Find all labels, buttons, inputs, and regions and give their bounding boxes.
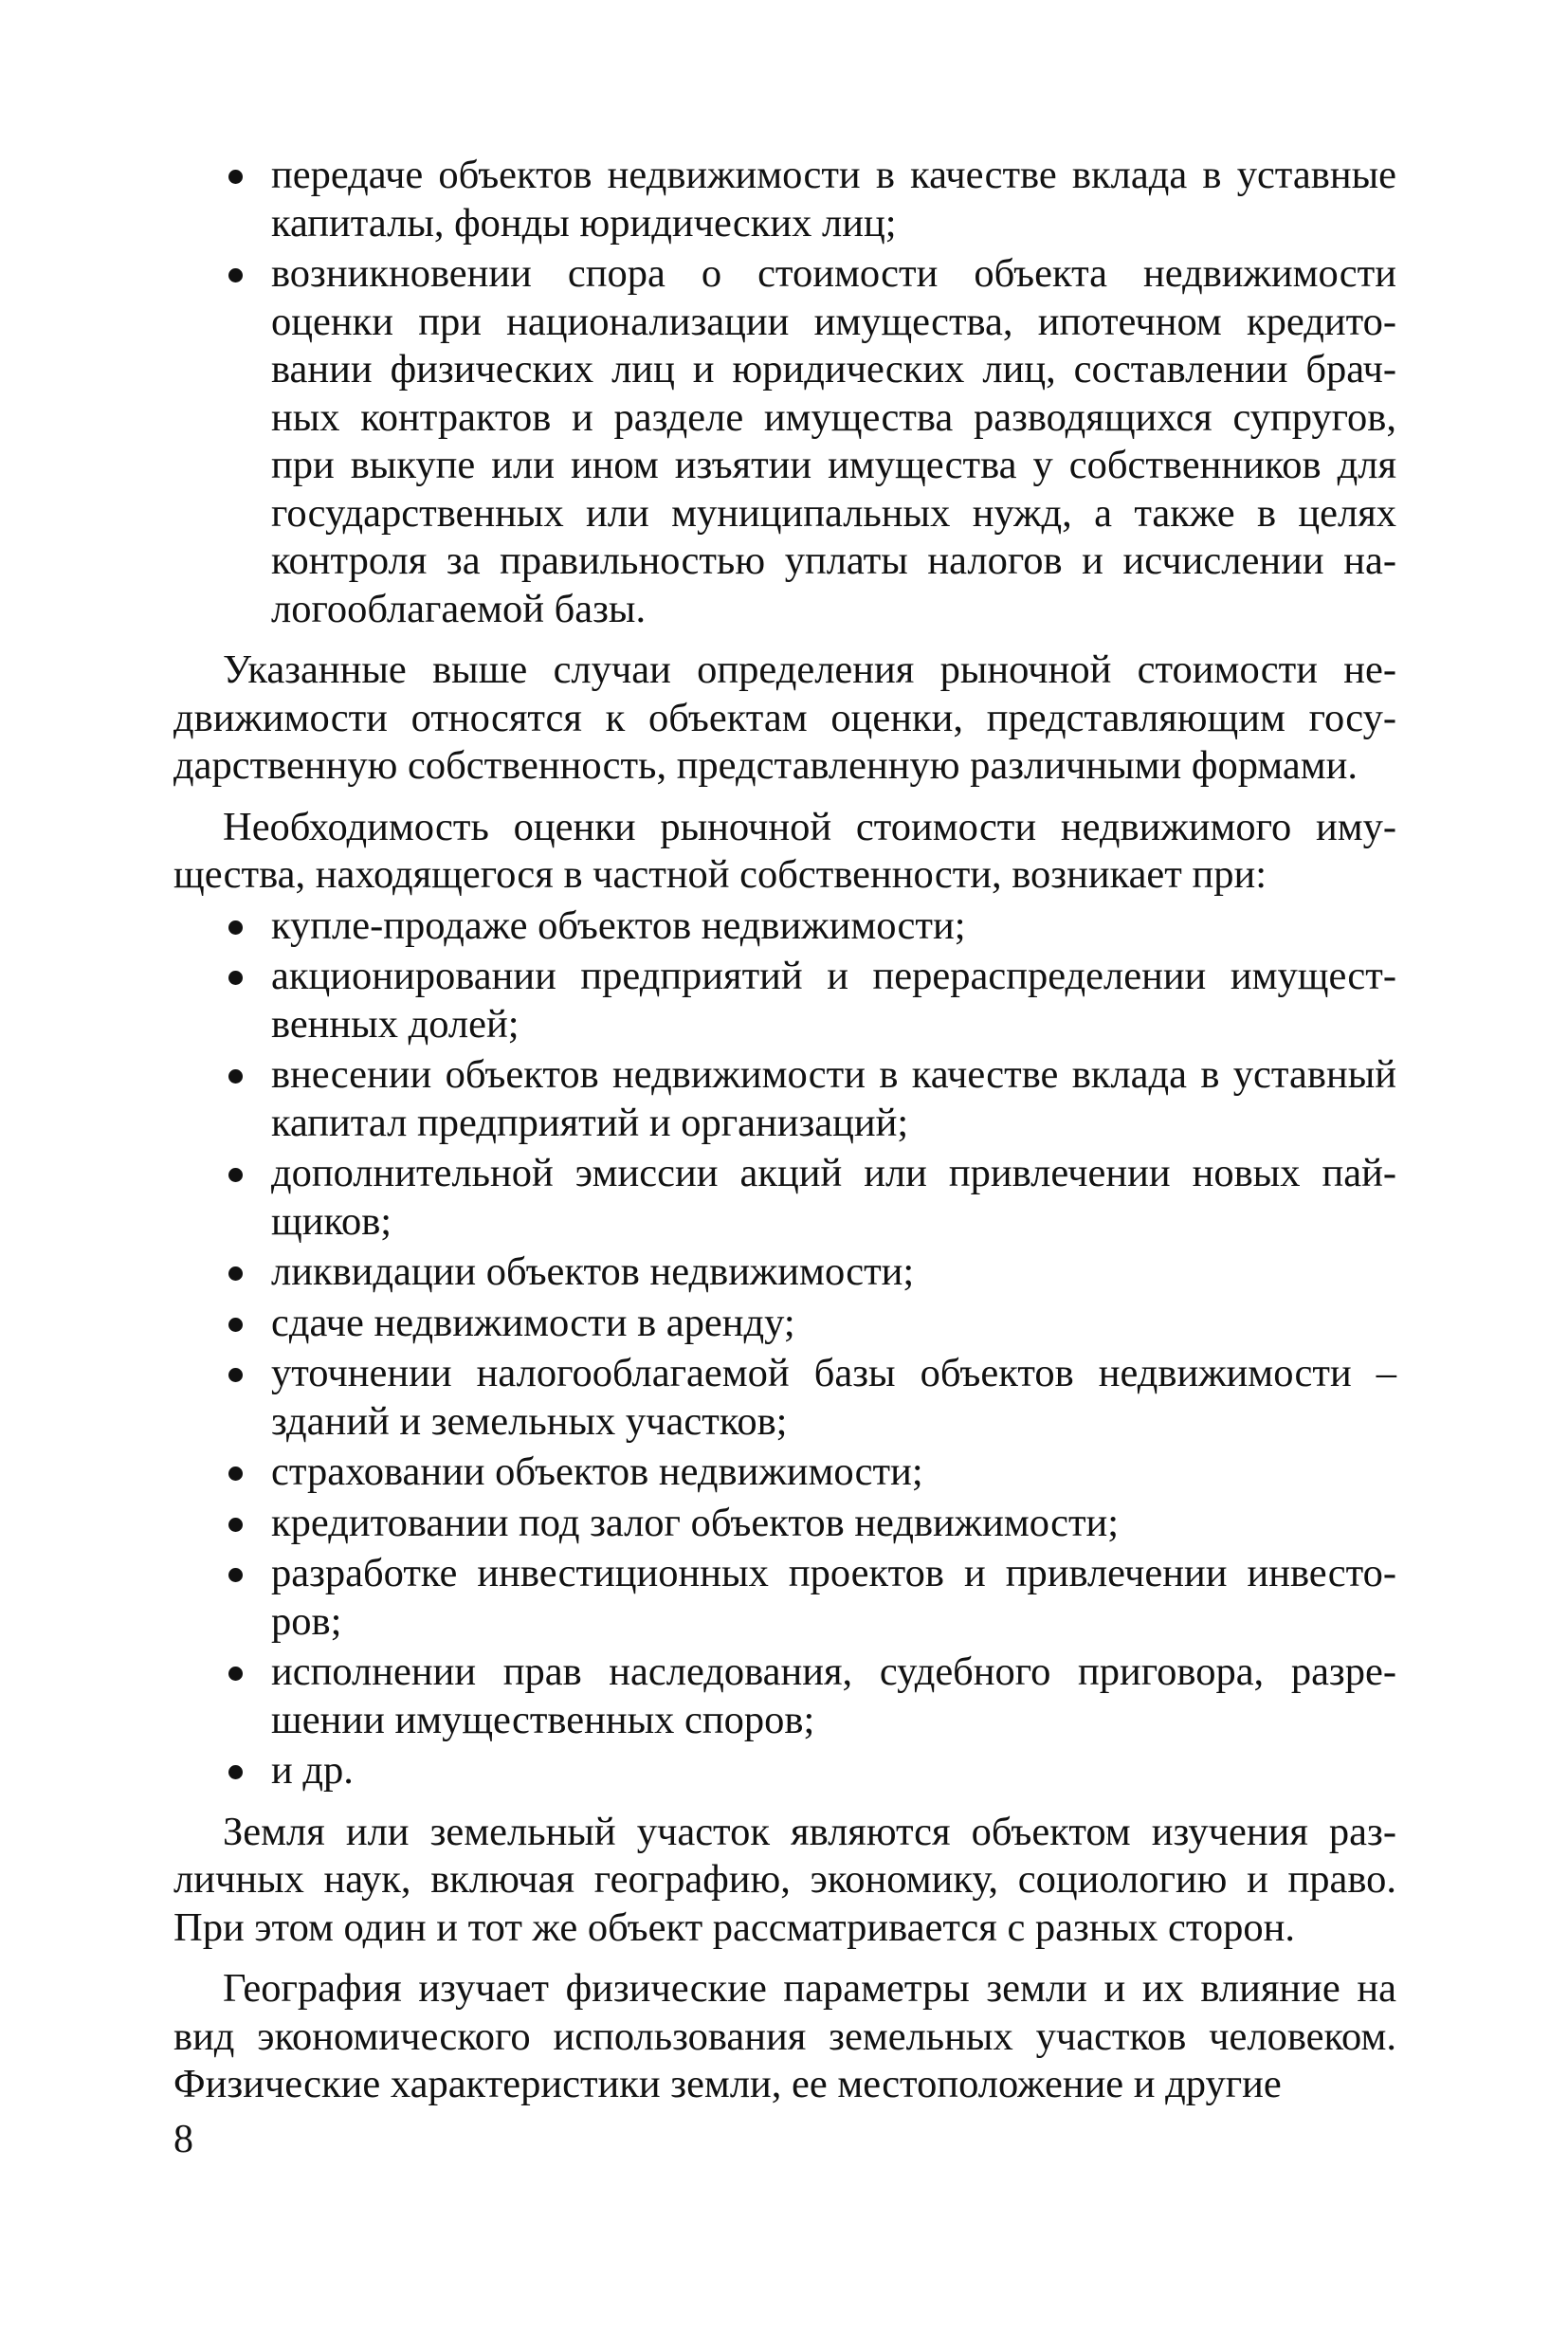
paragraph: Указанные выше случаи определения рыночной стоимости недвижимости относятся к объектам оценки, представляющим государственную собственность, представленную различными формами.: [173, 647, 1396, 788]
list-item-text: передаче объектов недвижимости в качестве вклада в уставные капиталы, фонды юридических лиц;: [271, 153, 1396, 246]
bullet-icon: [228, 1368, 243, 1382]
list-item: [173, 1550, 1396, 1646]
list-item-text: кредитовании под залог объектов недвижимости;: [271, 1500, 1120, 1545]
list-item: [173, 1500, 1396, 1548]
body-text: [173, 152, 1396, 2112]
list-item: [173, 953, 1396, 1048]
list-item-text: разработке инвестиционных проектов и привлечении инвесторов;: [271, 1551, 1396, 1644]
list-item-text: сдаче недвижимости в аренду;: [271, 1300, 795, 1345]
list-item-text: исполнении прав наследования, судебного приговора, разрешении имущественных споров;: [271, 1649, 1396, 1742]
bullet-icon: [228, 1568, 243, 1582]
list-item-text: возникновении спора о стоимости объекта недвижимости оценки при национализации имущества, ипотечном кредитовании физических лиц и юридических лиц, составлении брачных контрактов и разделе имущества разводящихся супругов, при выкупе или ином изъятии имущества у собственников для государственных или муниципальных нужд, а также в целях контроля за правильностью уплаты налогов и исчислении налогооблагаемой базы.: [271, 251, 1396, 631]
bullet-icon: [228, 1466, 243, 1481]
list-item-text: и др.: [271, 1748, 354, 1793]
list-item-text: страховании объектов недвижимости;: [271, 1449, 923, 1494]
paragraph: География изучает физические параметры земли и их влияние на вид экономического использования земельных участков человеком. Физические характеристики земли, ее местоположение и другие: [173, 1966, 1396, 2106]
bullet-icon: [228, 170, 243, 184]
list-item: [173, 1448, 1396, 1497]
bullet-icon: [228, 1765, 243, 1779]
bullet-icon: [228, 268, 243, 282]
bullet-icon: [228, 920, 243, 935]
bullet-icon: [228, 971, 243, 985]
bullet-icon: [228, 1168, 243, 1182]
list-item-text: внесении объектов недвижимости в качестве вклада в уставный капитал предприятий и организаций;: [271, 1052, 1396, 1145]
list-item: [173, 250, 1396, 633]
list-item: [173, 1747, 1396, 1795]
bullet-icon: [228, 1518, 243, 1532]
list-item-text: акционировании предприятий и перераспределении имущественных долей;: [271, 954, 1396, 1047]
paragraph: Земля или земельный участок являются объектом изучения различных наук, включая географию, экономику, социологию и право. При этом один и тот же объект рассматривается с разных сторон.: [173, 1809, 1396, 1950]
page-number: 8: [173, 2118, 193, 2161]
paragraph: Необходимость оценки рыночной стоимости недвижимого имущества, находящегося в частной собственности, возникает при:: [173, 804, 1396, 897]
bullet-list-private-property: [173, 902, 1396, 1795]
list-item: [173, 1300, 1396, 1348]
list-item: [173, 1248, 1396, 1297]
list-item: [173, 1350, 1396, 1446]
list-item-text: дополнительной эмиссии акций или привлечении новых пайщиков;: [271, 1151, 1396, 1244]
list-item: [173, 152, 1396, 247]
bullet-icon: [228, 1318, 243, 1332]
list-item-text: купле-продаже объектов недвижимости;: [271, 902, 966, 948]
list-item: [173, 902, 1396, 951]
bullet-icon: [228, 1069, 243, 1084]
bullet-icon: [228, 1266, 243, 1281]
list-item-text: ликвидации объектов недвижимости;: [271, 1249, 915, 1294]
list-item: [173, 1150, 1396, 1246]
bullet-icon: [228, 1667, 243, 1681]
list-item: [173, 1649, 1396, 1744]
bullet-list-valuation-cases: [173, 152, 1396, 633]
list-item: [173, 1051, 1396, 1147]
list-item-text: уточнении налогооблагаемой базы объектов недвижимости – зданий и земельных участков;: [271, 1351, 1396, 1444]
